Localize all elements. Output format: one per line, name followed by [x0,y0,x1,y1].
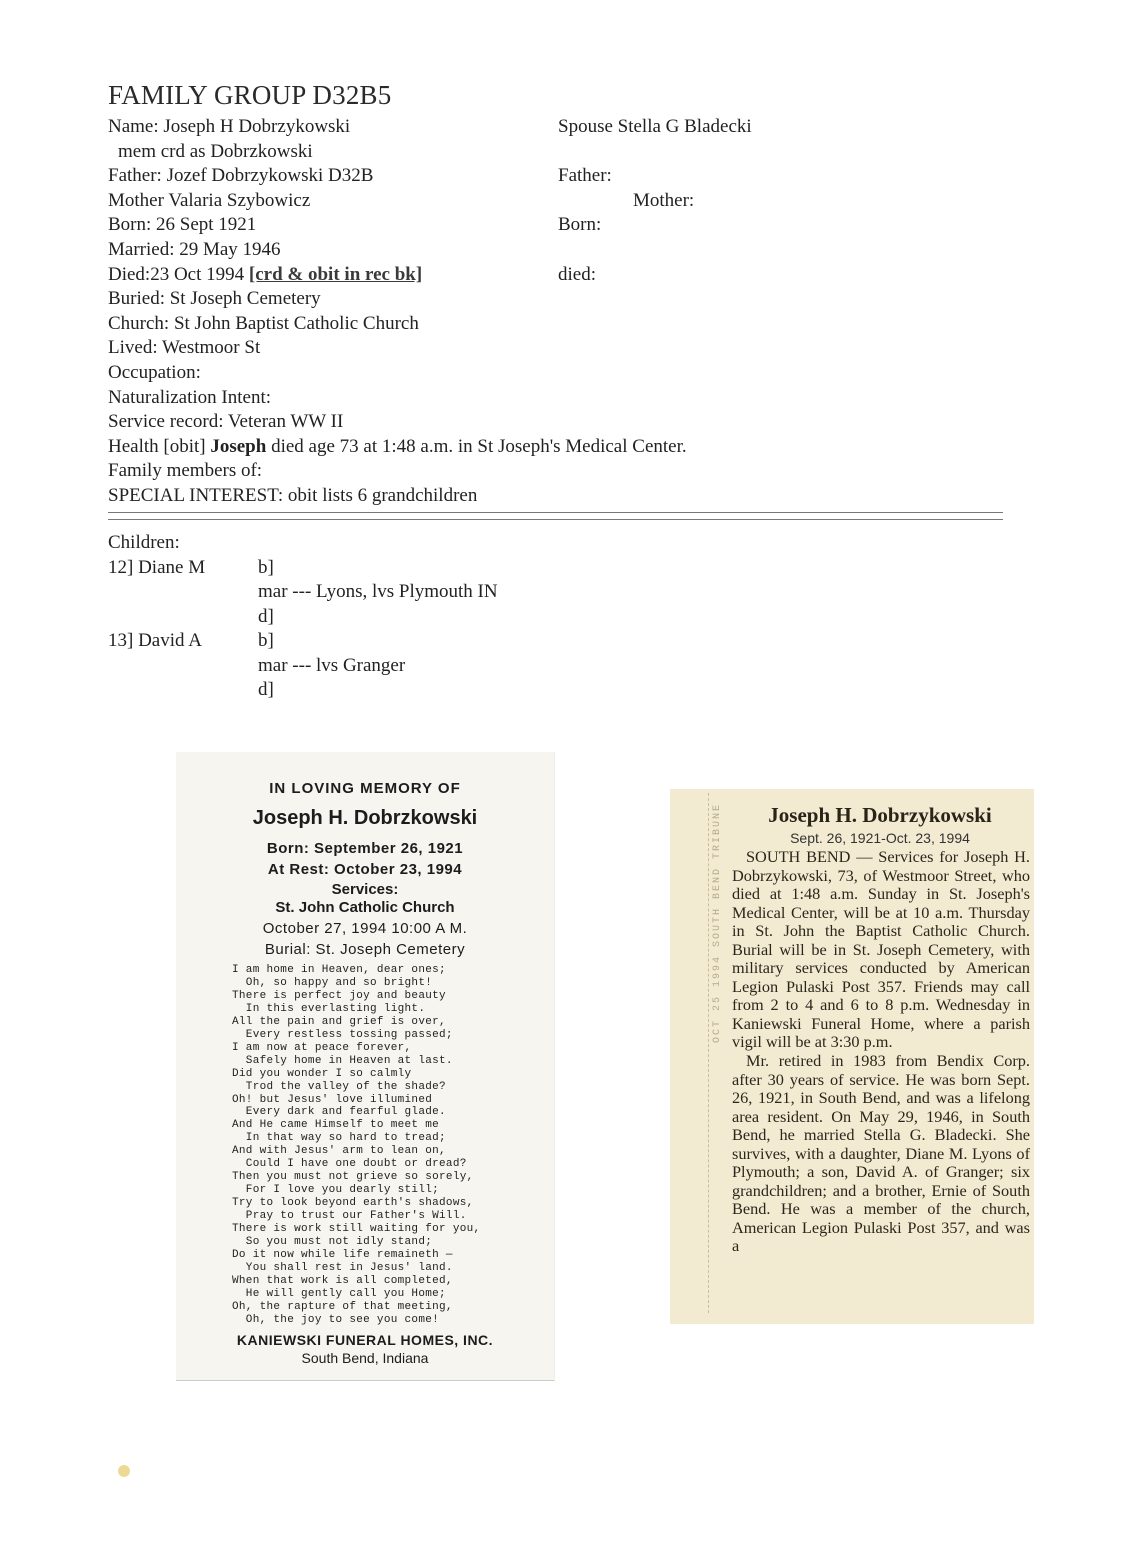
spouse-mother-line: Mother: [633,189,695,211]
mother-line: Mother Valaria Szybowicz [108,189,311,211]
buried-line: Buried: St Joseph Cemetery [108,288,321,310]
clipping-margin-strip [708,793,731,1313]
health-line [108,435,687,460]
child-died: d] [258,605,274,627]
obituary-paragraph: SOUTH BEND — Services for Joseph H. Dobrzykowski, 73, of Westmoor Street, who died at 1:48 a.m. Sunday in St. Joseph's Medical Center, will be at 10 a.m. Thursday in St. John the Baptist Catholic Church. Burial will be in St. Joseph Cemetery, with military services conducted by American Legion Pulaski Post 357. Friends may call from 2 to 4 and 6 to 8 p.m. Wednesday in Kaniewski Funeral Home, where a parish vigil will be at 3:30 p.m. [732,847,1030,1052]
special-interest-line: SPECIAL INTEREST: obit lists 6 grandchildren [108,484,478,506]
obituary-paragraph: Mr. retired in 1983 from Bendix Corp. after 30 years of service. He was born Sept. 26, 1921, in South Bend, and was a lifelong area resident. On May 29, 1946, in South Bend, he married Stella G. Bladecki. She survives, with a daughter, Diane M. Lyons of Plymouth; a son, David A. of Granger; six grandchildren; and a brother, Ernie of South Bend. He was a member of the church, American Legion Pulaski Post 357, and was a [732,1051,1030,1256]
health-prefix: Health [obit] [108,435,211,457]
card-church: St. John Catholic Church [275,899,455,916]
separator-rule [108,512,1003,520]
memorial-card [176,752,555,1381]
name-line: Name: Joseph H Dobrzykowski [108,116,351,137]
paper-stain [118,1465,130,1477]
health-name: Joseph [210,435,267,457]
spouse-born-line: Born: [558,214,602,236]
health-text: died age 73 at 1:48 a.m. in St Joseph's Medical Center. [266,435,687,457]
card-rest: At Rest: October 23, 1994 [267,861,463,878]
obituary-body [732,848,1030,1256]
card-heading: IN LOVING MEMORY OF [269,780,461,797]
spouse-line: Spouse Stella G Bladecki [558,116,752,137]
card-dates [176,838,554,880]
naturalization-line: Naturalization Intent: [108,386,272,408]
card-service-time [176,918,554,960]
page-title: FAMILY GROUP D32B5 [108,80,392,110]
record-book-reference: [crd & obit in rec bk] [248,263,423,285]
family-members-line: Family members of: [108,460,263,482]
card-name: Joseph H. Dobrzkowski [252,807,478,829]
child-born: b] [258,630,274,651]
child-died: d] [258,679,274,700]
service-record-line: Service record: Veteran WW II [108,411,344,433]
child-name: 12] Diane M [108,556,206,578]
child-married: mar --- Lyons, lvs Plymouth IN [258,581,498,602]
spouse-father-line: Father: [558,165,612,187]
card-poem: I am home in Heaven, dear ones; Oh, so happy and so bright! There is perfect joy and beauty In this everlasting light. All the pain and grief is over, Every restless tossing passed; I am now at peace forever, Safely home in Heaven at last. Did you wonder I so calmly Trod the valley of the shade? Oh! but Jesus' love illumined Every dark and fearful glade. And He came Himself to meet me In that way so hard to tread; And with Jesus' arm to lean on, Could I have one doubt or dread? Then you must not grieve so sorely, For I love you dearly still; Try to look beyond earth's shadows, Pray to trust our Father's Will. There is work still waiting for you, So you must not idly stand; Do it now while life remaineth — You shall rest in Jesus' land. When that work is all completed, He will gently call you Home; Oh, the rapture of that meeting, Oh, the joy to see you come! [232,964,481,1326]
died-text: Died:23 Oct 1994 [108,263,249,285]
card-services [176,881,554,917]
card-city: South Bend, Indiana [301,1350,429,1366]
child-born: b] [258,556,274,578]
card-date: October 27, 1994 10:00 A M. [262,920,468,937]
spacer [558,238,752,263]
obituary-dates: Sept. 26, 1921-Oct. 23, 1994 [790,830,970,846]
father-line: Father: Jozef Dobrzykowski D32B [108,165,374,187]
born-line: Born: 26 Sept 1921 [108,214,257,236]
card-born: Born: September 26, 1921 [266,840,464,857]
occupation-line: Occupation: [108,361,201,383]
child-name: 13] David A [108,630,202,651]
card-funeral-home: KANIEWSKI FUNERAL HOMES, INC. [236,1332,494,1348]
spouse-died-line: died: [558,263,596,285]
children-header: Children: [108,532,180,553]
child-married: mar --- lvs Granger [258,654,406,676]
memorial-card-name-line: mem crd as Dobrzkowski [118,140,313,162]
married-line: Married: 29 May 1946 [108,238,281,260]
lived-line: Lived: Westmoor St [108,337,261,359]
spacer [558,140,752,165]
clipping-margin-text: OCT 25 1994 SOUTH BEND TRIBUNE [712,803,723,1044]
obituary-clipping [670,789,1034,1324]
card-services-label: Services: [331,881,399,898]
obituary-name: Joseph H. Dobrzykowski [768,803,992,827]
church-line: Church: St John Baptist Catholic Church [108,312,419,334]
spouse-details [558,115,752,287]
card-burial: Burial: St. Joseph Cemetery [264,941,466,958]
